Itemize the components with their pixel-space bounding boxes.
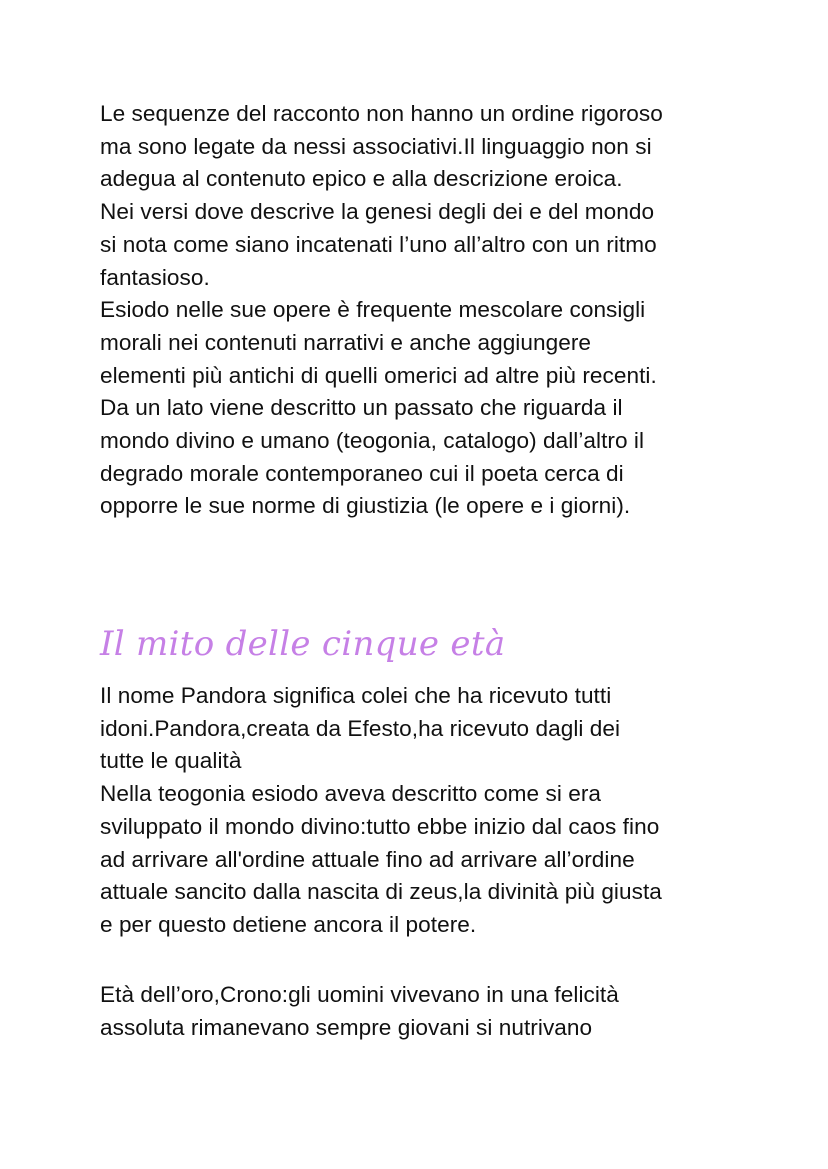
text-line: degrado morale contemporaneo cui il poeta cerca di	[100, 460, 624, 486]
text-line: fantasioso.	[100, 264, 210, 290]
text-line: idoni.Pandora,creata da Efesto,ha ricevuto dagli dei	[100, 715, 621, 741]
paragraph-eta-oro	[100, 979, 740, 1044]
text-line: attuale sancito dalla nascita di zeus,la divinità più giusta	[100, 879, 662, 905]
text-line: Da un lato viene descritto un passato che riguarda il	[100, 395, 623, 421]
text-line: tutte le qualità	[100, 748, 242, 774]
text-line: si nota come siano incatenati l’uno all’altro con un ritmo	[100, 231, 657, 257]
text-line: Il nome Pandora significa colei che ha ricevuto tutti	[100, 683, 612, 708]
text-line: adegua al contenuto epico e alla descrizione eroica.	[100, 166, 623, 192]
text-line: morali nei contenuti narrativi e anche aggiungere	[100, 329, 592, 355]
text-line: Nella teogonia esiodo aveva descritto come si era	[100, 781, 602, 807]
paragraph-intro	[100, 98, 740, 523]
section-heading: Il mito delle cinque età	[100, 624, 506, 664]
text-line: mondo divino e umano (teogonia, catalogo) dall’altro il	[100, 428, 645, 454]
text-line: Esiodo nelle sue opere è frequente mescolare consigli	[100, 297, 646, 323]
text-line: Età dell’oro,Crono:gli uomini vivevano in una felicità	[100, 982, 619, 1007]
text-line: opporre le sue norme di giustizia (le opere e i giorni).	[100, 493, 631, 519]
text-line: ad arrivare all'ordine attuale fino ad arrivare all’ordine	[100, 846, 635, 872]
text-line: ma sono legate da nessi associativi.Il linguaggio non si	[100, 133, 652, 159]
text-line: e per questo detiene ancora il potere.	[100, 911, 477, 937]
text-line: Le sequenze del racconto non hanno un ordine rigoroso	[100, 101, 663, 126]
text-line: elementi più antichi di quelli omerici ad altre più recenti.	[100, 362, 657, 388]
paragraph-pandora	[100, 680, 740, 942]
text-line: sviluppato il mondo divino:tutto ebbe inizio dal caos fino	[100, 813, 660, 839]
text-line: Nei versi dove descrive la genesi degli dei e del mondo	[100, 199, 655, 225]
text-line: assoluta rimanevano sempre giovani si nutrivano	[100, 1014, 593, 1040]
